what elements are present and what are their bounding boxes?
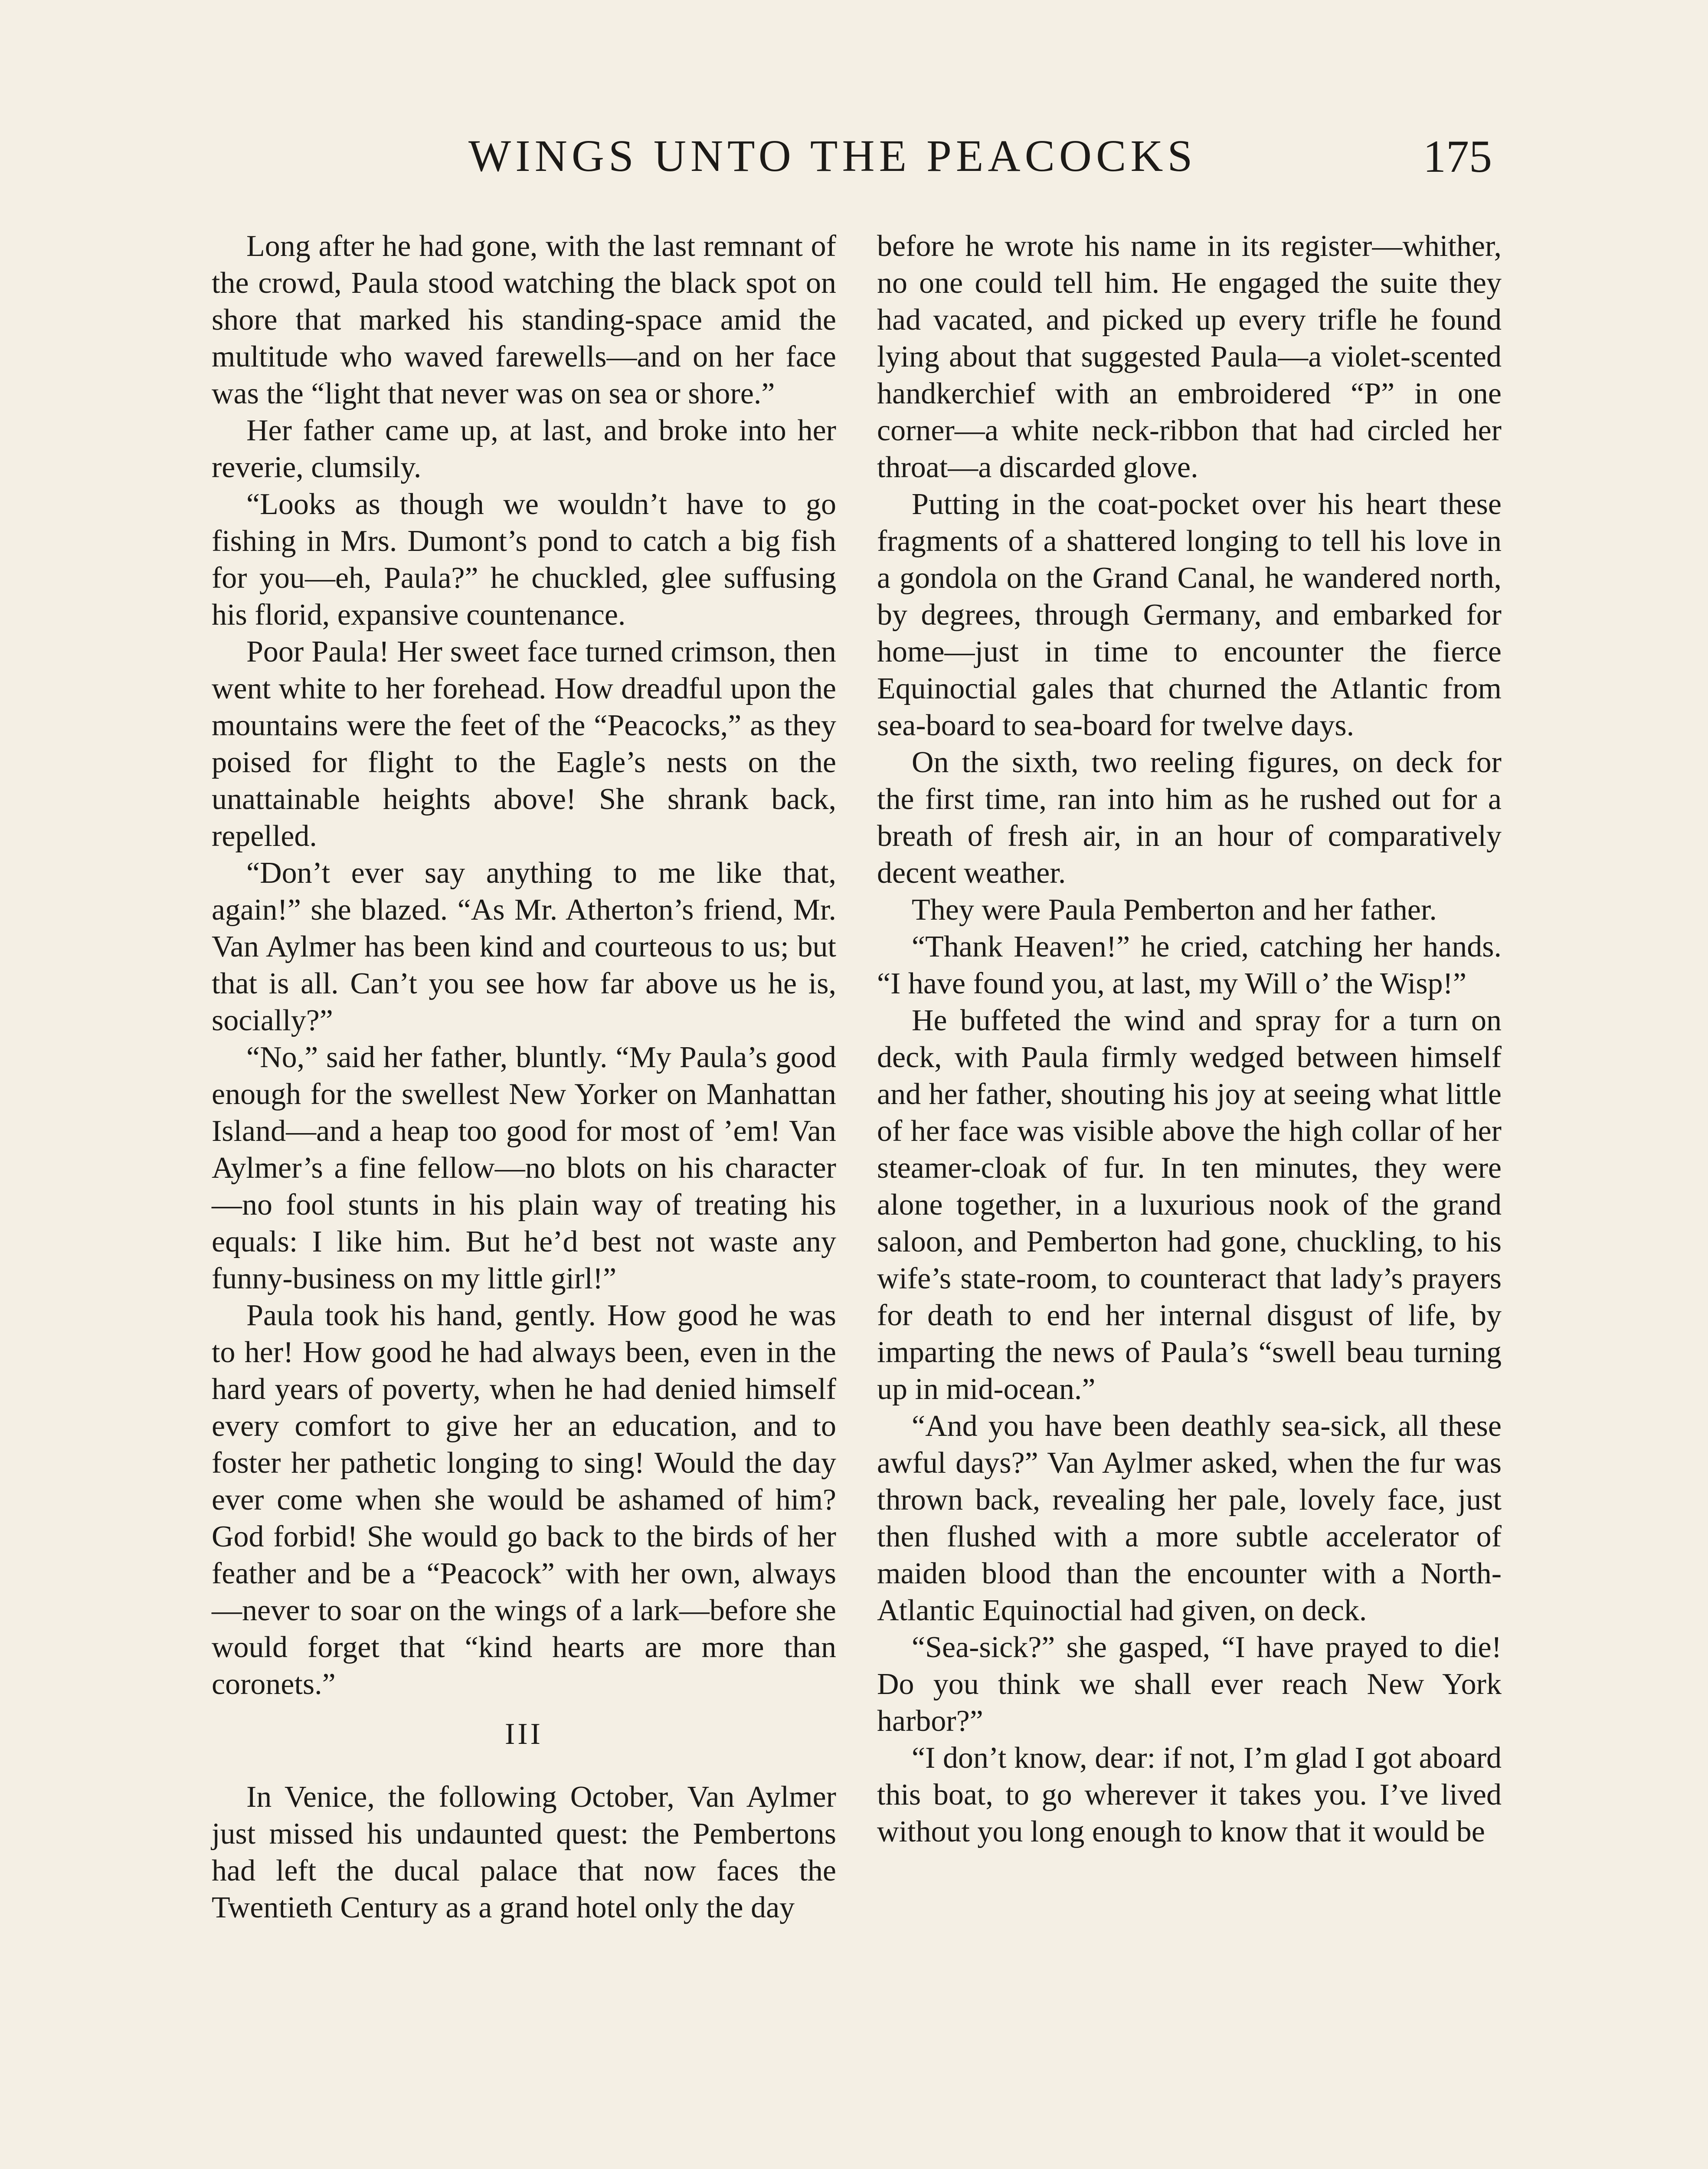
paragraph: In Venice, the following October, Van Aylmer just missed his undaunted quest: the Pembertons had left the ducal palace that now faces the Twentieth Century as a grand hotel only the day [212,1780,836,1924]
text-column-left [212,228,836,1926]
paragraph: He buffeted the wind and spray for a turn on deck, with Paula firmly wedged between himself and her father, shouting his joy at seeing what little of her face was visible above the high collar of her steamer-cloak of fur. In ten minutes, they were alone together, in a luxurious nook of the grand saloon, and Pemberton had gone, chuckling, to his wife’s state-room, to counteract that lady’s prayers for death to end her internal disgust of life, by imparting the news of Paula’s “swell beau turning up in mid-ocean.” [877,1004,1502,1406]
paragraph: “Sea-sick?” she gasped, “I have prayed to die! Do you think we shall ever reach New York harbor?” [877,1631,1502,1738]
running-title: WINGS UNTO THE PEACOCKS [468,131,1197,181]
paragraph: On the sixth, two reeling figures, on deck for the first time, ran into him as he rushed out for a breath of fresh air, in an hour of comparatively decent weather. [877,746,1502,890]
paragraph-continued: before he wrote his name in its register—whither, no one could tell him. He engaged the suite they had vacated, and picked up every trifle he found lying about that suggested Paula—a violet-scented handkerchief with an embroidered “P” in one corner—a white neck-ribbon that had circled her throat—a discarded glove. [877,229,1502,484]
page-header [208,130,1492,200]
text-column-right [877,228,1502,1850]
paragraph: Her father came up, at last, and broke into her reverie, clumsily. [212,414,836,484]
paragraph: Putting in the coat-pocket over his heart these fragments of a shattered longing to tell his love in a gondola on the Grand Canal, he wandered north, by degrees, through Germany, and embarked for home—just in time to encounter the fierce Equinoctial gales that churned the Atlantic from sea-board to sea-board for twelve days. [877,488,1502,742]
paragraph: “I don’t know, dear: if not, I’m glad I got aboard this boat, to go wherever it takes you. I’ve lived without you long enough to know that it would be [877,1741,1502,1848]
section-heading: III [505,1717,543,1751]
paragraph: “And you have been deathly sea-sick, all these awful days?” Van Aylmer asked, when the fur was thrown back, revealing her pale, lovely face, just then flushed with a more subtle accelerator of maiden blood than the encounter with a North-Atlantic Equinoctial had given, on deck. [877,1409,1502,1627]
paragraph: “Don’t ever say anything to me like that, again!” she blazed. “As Mr. Atherton’s friend, Mr. Van Aylmer has been kind and courteous to us; but that is all. Can’t you see how far above us he is, socially?” [212,856,836,1037]
paragraph: Long after he had gone, with the last remnant of the crowd, Paula stood watching the black spot on shore that marked his standing-space amid the multitude who waved farewells—and on her face was the “light that never was on sea or shore.” [212,229,836,410]
paragraph: “Looks as though we wouldn’t have to go fishing in Mrs. Dumont’s pond to catch a big fish for you—eh, Paula?” he chuckled, glee suffusing his florid, expansive countenance. [212,488,836,632]
paragraph: They were Paula Pemberton and her father. [912,893,1437,927]
page-number: 175 [1423,131,1492,182]
paragraph: Poor Paula! Her sweet face turned crimson, then went white to her forehead. How dreadful upon the mountains were the feet of the “Peacocks,” as they poised for flight to the Eagle’s nests on the unattainable heights above! She shrank back, repelled. [212,635,836,853]
paragraph: Paula took his hand, gently. How good he was to her! How good he had always been, even in the hard years of poverty, when he had denied himself every comfort to give her an education, and to foster her pathetic longing to sing! Would the day ever come when she would be ashamed of him? God forbid! She would go back to the birds of her feather and be a “Peacock” with her own, always—never to soar on the wings of a lark—before she would forget that “kind hearts are more than coronets.” [212,1299,836,1701]
paragraph: “Thank Heaven!” he cried, catching her hands. “I have found you, at last, my Will o’ the Wisp!” [877,930,1502,1000]
paragraph: “No,” said her father, bluntly. “My Paula’s good enough for the swellest New Yorker on Manhattan Island—and a heap too good for most of ’em! Van Aylmer’s a fine fellow—no blots on his character—no fool stunts in his plain way of treating his equals: I like him. But he’d best not waste any funny-business on my little girl!” [212,1041,836,1295]
